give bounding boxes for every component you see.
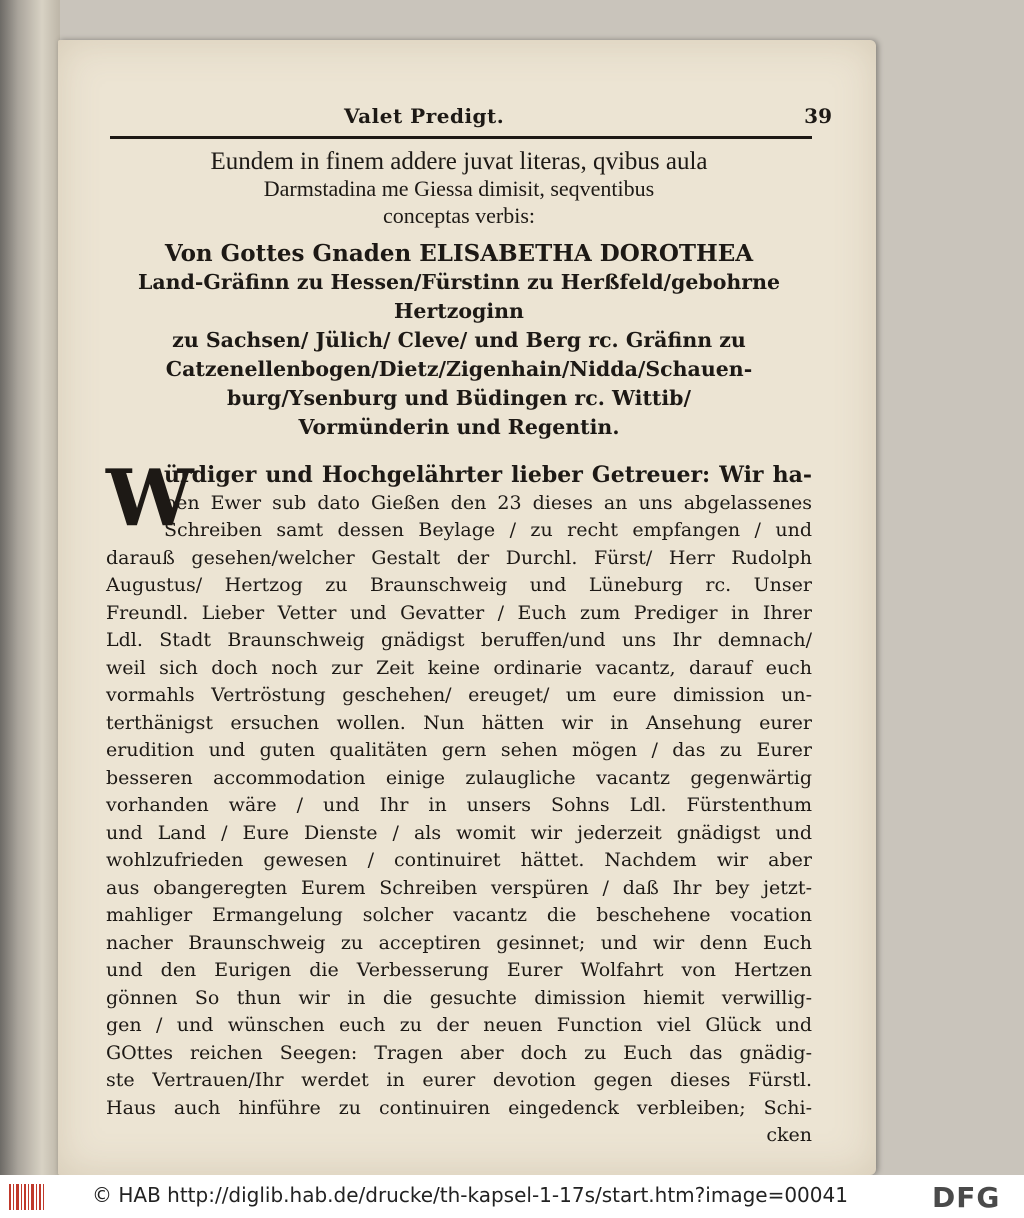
letter-line: vorhanden wäre / und Ihr in unsers Sohns Ldl. Fürstenthum [106, 794, 812, 816]
heading-line: Von Gottes Gnaden ELISABETHA DOROTHEA [164, 240, 754, 267]
letter-body [106, 453, 812, 1150]
page-header [106, 104, 832, 134]
letter-line: GOttes reichen Seegen: Tragen aber doch zu Euch das gnädig- [106, 1041, 812, 1064]
latin-intro-line: Darmstadina me Giessa dimisit, seqventibus [263, 176, 655, 201]
dfg-logo: DFG [932, 1181, 1001, 1214]
letter-line: nacher Braunschweig zu acceptiren gesinnet; und wir denn Euch [106, 931, 812, 954]
letter-line: terthänigst ersuchen wollen. Nun hätten wir in Ansehung eurer [106, 711, 812, 734]
letter-line: mahliger Ermangelung solcher vacantz die beschehene vocation [106, 904, 812, 926]
heading-line: burg/Ysenburg und Büdingen rc. Wittib/ [226, 386, 691, 410]
heading-line: Land-Gräfinn zu Hessen/Fürstinn zu Herßfeld/gebohrne Hertzoginn [137, 270, 781, 323]
letter-heading [106, 239, 812, 442]
letter-line: und den Eurigen die Verbesserung Eurer Wolfahrt von Hertzen [106, 959, 812, 981]
latin-intro-line: conceptas verbis: [382, 203, 536, 228]
letter-line: Haus auch hinführe zu continuiren eingedenck verbleiben; Schi- [106, 1096, 812, 1119]
heading-line: Vormünderin und Regentin. [298, 415, 620, 439]
letter-line: ste Vertrauen/Ihr werdet in eurer devotion gegen dieses Fürstl. [106, 1069, 812, 1091]
letter-line: wohlzufrieden gewesen / continuiret hättet. Nachdem wir aber [106, 849, 812, 871]
letter-line: ürdiger und Hochgelährter lieber Getreuer: Wir ha- [164, 462, 812, 488]
page-text-block [106, 104, 832, 1150]
letter-line: Freundl. Lieber Vetter und Gevatter / Euch zum Prediger in Ihrer [106, 601, 812, 624]
letter-line: Schreiben samt dessen Beylage / zu recht empfangen / und [164, 519, 812, 541]
letter-line: gönnen So thun wir in die gesuchte dimission hiemit verwillig- [106, 986, 812, 1009]
copyright-link[interactable]: © HAB http://diglib.hab.de/drucke/th-kapsel-1-17s/start.htm?image=00041 [92, 1183, 848, 1207]
heading-line: zu Sachsen/ Jülich/ Cleve/ und Berg rc. Gräfinn zu [172, 328, 746, 352]
page-number: 39 [804, 104, 832, 128]
catchword: cken [766, 1124, 812, 1146]
book-page [58, 40, 876, 1175]
letter-line: erudition und guten qualitäten gern sehen mögen / das zu Eurer [106, 739, 812, 761]
letter-line: darauß gesehen/welcher Gestalt der Durchl. Fürst/ Herr Rudolph [106, 546, 812, 569]
latin-intro [106, 148, 812, 229]
letter-line: Augustus/ Hertzog zu Braunschweig und Lüneburg rc. Unser [106, 574, 812, 596]
initial-letter: W [106, 453, 194, 544]
letter-line: aus obangeregten Eurem Schreiben verspüren / daß Ihr bey jetzt- [106, 876, 812, 899]
letter-line: und Land / Eure Dienste / als womit wir jederzeit gnädigst und [106, 821, 812, 844]
heading-line: Catzenellenbogen/Dietz/Zigenhain/Nidda/Schauen- [165, 357, 753, 381]
header-rule [110, 136, 812, 139]
latin-intro-line: Eundem in finem addere juvat literas, qvibus aula [210, 148, 708, 175]
running-title: Valet Predigt. [344, 104, 505, 128]
letter-line: gen / und wünschen euch zu der neuen Function viel Glück und [106, 1014, 812, 1036]
letter-line: vormahls Vertröstung geschehen/ ereuget/ um eure dimission un- [106, 684, 812, 706]
letter-line: weil sich doch noch zur Zeit keine ordinarie vacantz, darauf euch [106, 656, 812, 679]
barcode-icon [8, 1182, 48, 1212]
letter-line: besseren accommodation einige zulaugliche vacantz gegenwärtig [106, 766, 812, 789]
letter-line: Ldl. Stadt Braunschweig gnädigst beruffen/und uns Ihr demnach/ [106, 629, 812, 651]
viewer-footer [0, 1175, 1024, 1218]
facing-page-bleed [2, 110, 52, 1010]
letter-line: ben Ewer sub dato Gießen den 23 dieses an uns abgelassenes [164, 491, 812, 514]
